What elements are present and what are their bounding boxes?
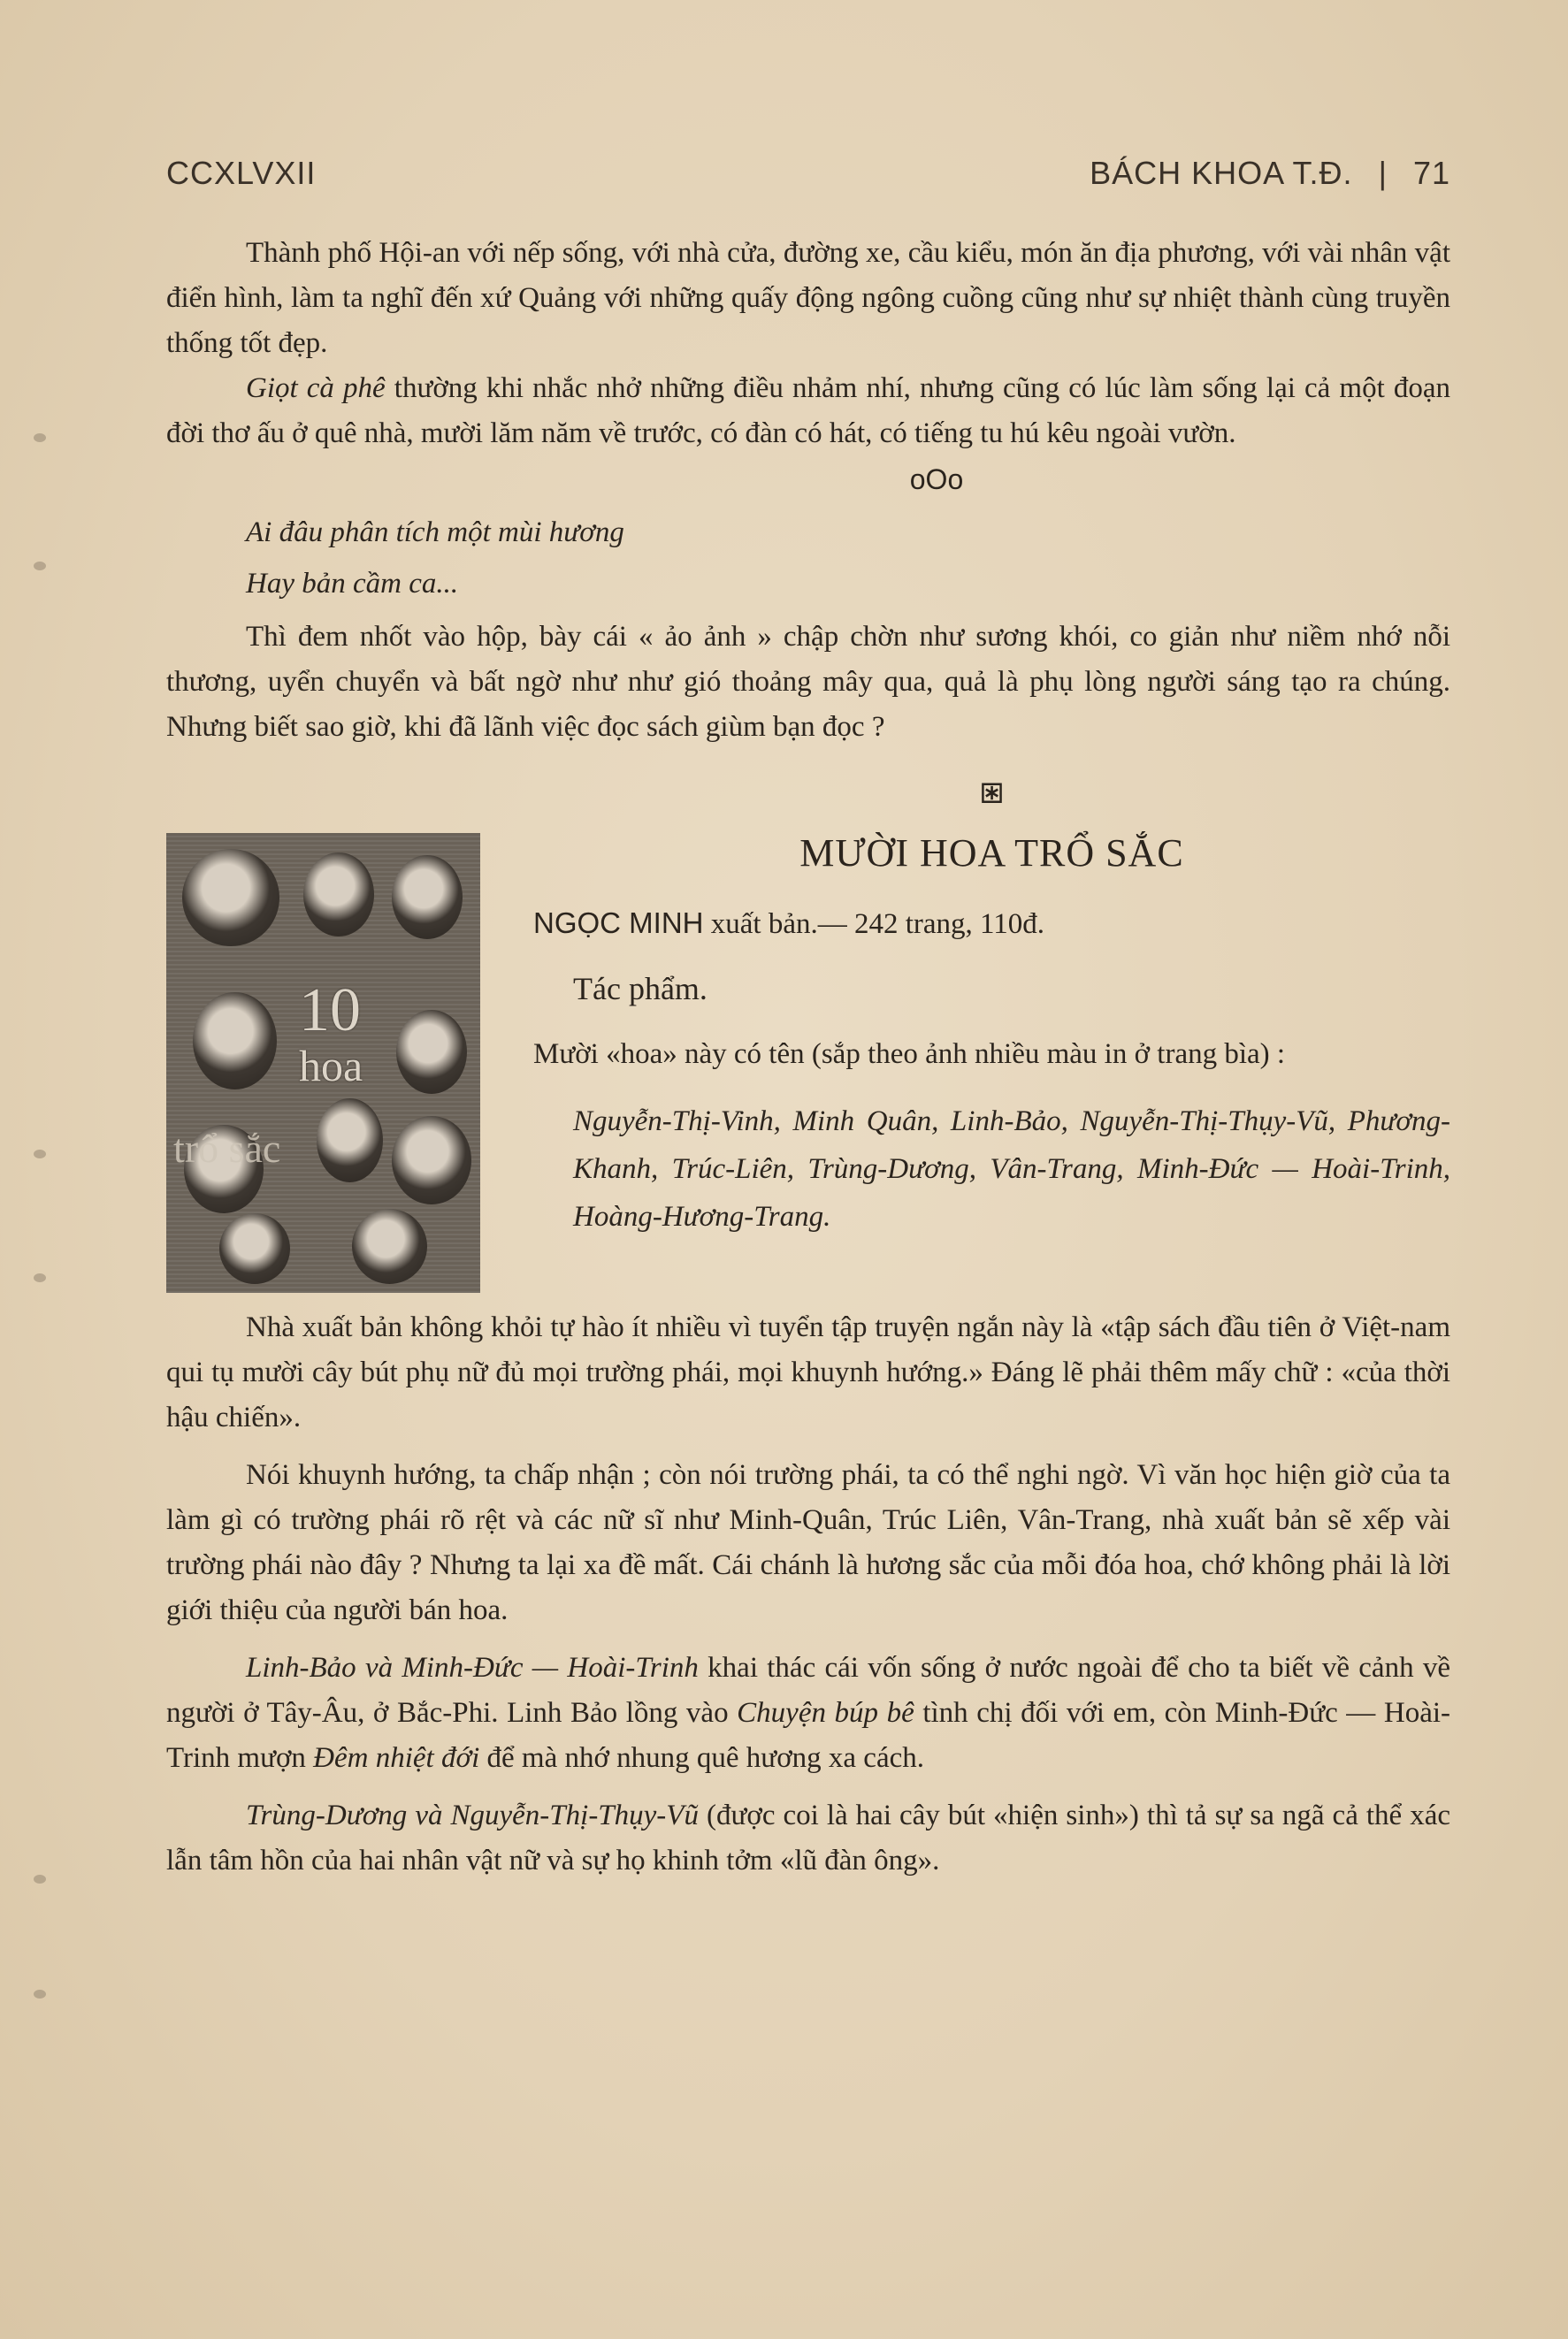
authors-intro: Mười «hoa» này có tên (sắp theo ảnh nhiều màu in ở trang bìa) : xyxy=(533,1038,1286,1070)
review-text: khai thác cái vốn sống ở nước ngoài để cho ta biết về cảnh về người ở Tây-Âu, ở Bắc-Phi. Linh Bảo lồng vào xyxy=(166,1652,1450,1729)
binding-holes xyxy=(34,0,69,2339)
portrait xyxy=(396,1010,467,1094)
story-title: Đêm nhiệt đới xyxy=(313,1742,480,1774)
binding-hole xyxy=(34,1875,46,1884)
review-text: (được coi là hai cây bút «hiện sinh») thì tả sự sa ngã cả thể xác lẫn tâm hồn của hai nhân vật nữ và sự họ khinh tởm «lũ đàn ông». xyxy=(166,1800,1451,1877)
section-separator: oOo xyxy=(909,463,964,495)
binding-hole xyxy=(34,1150,46,1158)
ornament-icon: ⧆ xyxy=(979,768,1005,812)
review-paragraph: Nói khuynh hướng, ta chấp nhận ; còn nói trường phái, ta có thể nghi ngờ. Vì văn học hiện giờ của ta làm gì có trường phái rõ rệt và các nữ sĩ như Minh-Quân, Trúc Liên, Vân-Trang, nhà xuất bản sẽ xếp vài trường phái nào đây ? Nhưng ta lại xa đề mất. Cái chánh là hương sắc của mỗi đóa hoa, chớ không phải là lời giới thiệu của người bán hoa. xyxy=(166,1459,1450,1626)
review-paragraph xyxy=(166,1646,1450,1781)
portrait xyxy=(193,992,277,1089)
paragraph-ao-anh: Thì đem nhốt vào hộp, bày cái « ảo ảnh » chập chờn như sương khói, co giản như niềm nhớ nỗi thương, uyển chuyển và bất ngờ như như gió thoảng mây qua, quả là phụ lòng người sáng tạo ra chúng. Nhưng biết sao giờ, khi đã lãnh việc đọc sách giùm bạn đọc ? xyxy=(166,621,1450,743)
portrait xyxy=(182,849,279,946)
cover-title-number: 10 xyxy=(299,976,361,1044)
binding-hole xyxy=(34,1273,46,1282)
header-journal xyxy=(1074,155,1450,192)
portrait xyxy=(219,1213,290,1284)
paragraph-text: thường khi nhắc nhở những điều nhảm nhí, nhưng cũng có lúc làm sống lại cả một đoạn đời thơ ấu ở quê nhà, mười lăm năm về trước, có đàn có hát, có tiếng tu hú kêu ngoài vườn. xyxy=(166,372,1450,449)
paragraph-hoi-an: Thành phố Hội-an với nếp sống, với nhà cửa, đường xe, cầu kiểu, món ăn địa phương, với vài nhân vật điển hình, làm ta nghĩ đến xứ Quảng với những quấy động ngông cuồng cũng như sự nhiệt thành cùng truyền thống tốt đẹp. xyxy=(166,237,1450,359)
portrait xyxy=(392,1116,471,1204)
poem-line: Ai đâu phân tích một mùi hương xyxy=(246,516,624,548)
portrait xyxy=(392,855,463,939)
publisher-name: NGỌC MINH xyxy=(533,906,704,939)
page-content xyxy=(166,155,1450,1884)
portrait xyxy=(303,852,374,936)
header-journal-title: BÁCH KHOA T.Đ. xyxy=(1090,155,1353,191)
review-text: để mà nhớ nhung quê hương xa cách. xyxy=(479,1742,924,1774)
review-text: tình chị đối với em, còn Minh-Đức — Hoài-Trinh mượn xyxy=(166,1697,1451,1774)
story-title: Chuyện búp bê xyxy=(737,1697,914,1729)
authors-list: Nguyễn-Thị-Vinh, Minh Quân, Linh-Bảo, Nguyễn-Thị-Thụy-Vũ, Phương-Khanh, Trúc-Liên, Trùng-Dương, Vân-Trang, Minh-Đức — Hoài-Trinh, Hoàng-Hương-Trang. xyxy=(573,1105,1450,1233)
italic-book-title: Giọt cà phê xyxy=(246,372,386,404)
publication-details: xuất bản.— 242 trang, 110đ. xyxy=(703,908,1045,940)
book-review-header xyxy=(166,762,1450,1293)
book-info xyxy=(533,762,1450,1293)
running-header xyxy=(166,155,1450,192)
review-paragraph xyxy=(166,1793,1450,1884)
section-heading: Tác phẩm. xyxy=(573,971,708,1006)
binding-hole xyxy=(34,562,46,570)
binding-hole xyxy=(34,433,46,442)
cover-title xyxy=(299,976,363,1093)
author-names: Trùng-Dương và Nguyễn-Thị-Thụy-Vũ xyxy=(246,1800,699,1831)
header-separator: | xyxy=(1378,155,1388,191)
author-names: Linh-Bảo và Minh-Đức — Hoài-Trinh xyxy=(246,1652,699,1684)
book-cover-image xyxy=(166,833,480,1293)
header-roman-numeral: CCXLVXII xyxy=(166,155,317,191)
page-number: 71 xyxy=(1412,155,1450,191)
cover-subtitle: trổ sắc xyxy=(173,1126,281,1171)
binding-hole xyxy=(34,1990,46,1999)
poem-quote xyxy=(166,507,1450,609)
paragraph-ca-phe xyxy=(166,366,1450,456)
book-title: MƯỜI HOA TRỔ SẮC xyxy=(799,831,1184,875)
review-paragraph: Nhà xuất bản không khỏi tự hào ít nhiều vì tuyển tập truyện ngắn này là «tập sách đầu tiên ở Việt-nam qui tụ mười cây bút phụ nữ đủ mọi trường phái, mọi khuynh hướng.» Đáng lẽ phải thêm mấy chữ : «của thời hậu chiến». xyxy=(166,1311,1450,1433)
portrait xyxy=(352,1209,427,1284)
portrait xyxy=(317,1098,383,1182)
publication-info xyxy=(533,900,1450,947)
poem-line: Hay bản cầm ca... xyxy=(246,568,459,600)
cover-title-word: hoa xyxy=(299,1041,363,1090)
